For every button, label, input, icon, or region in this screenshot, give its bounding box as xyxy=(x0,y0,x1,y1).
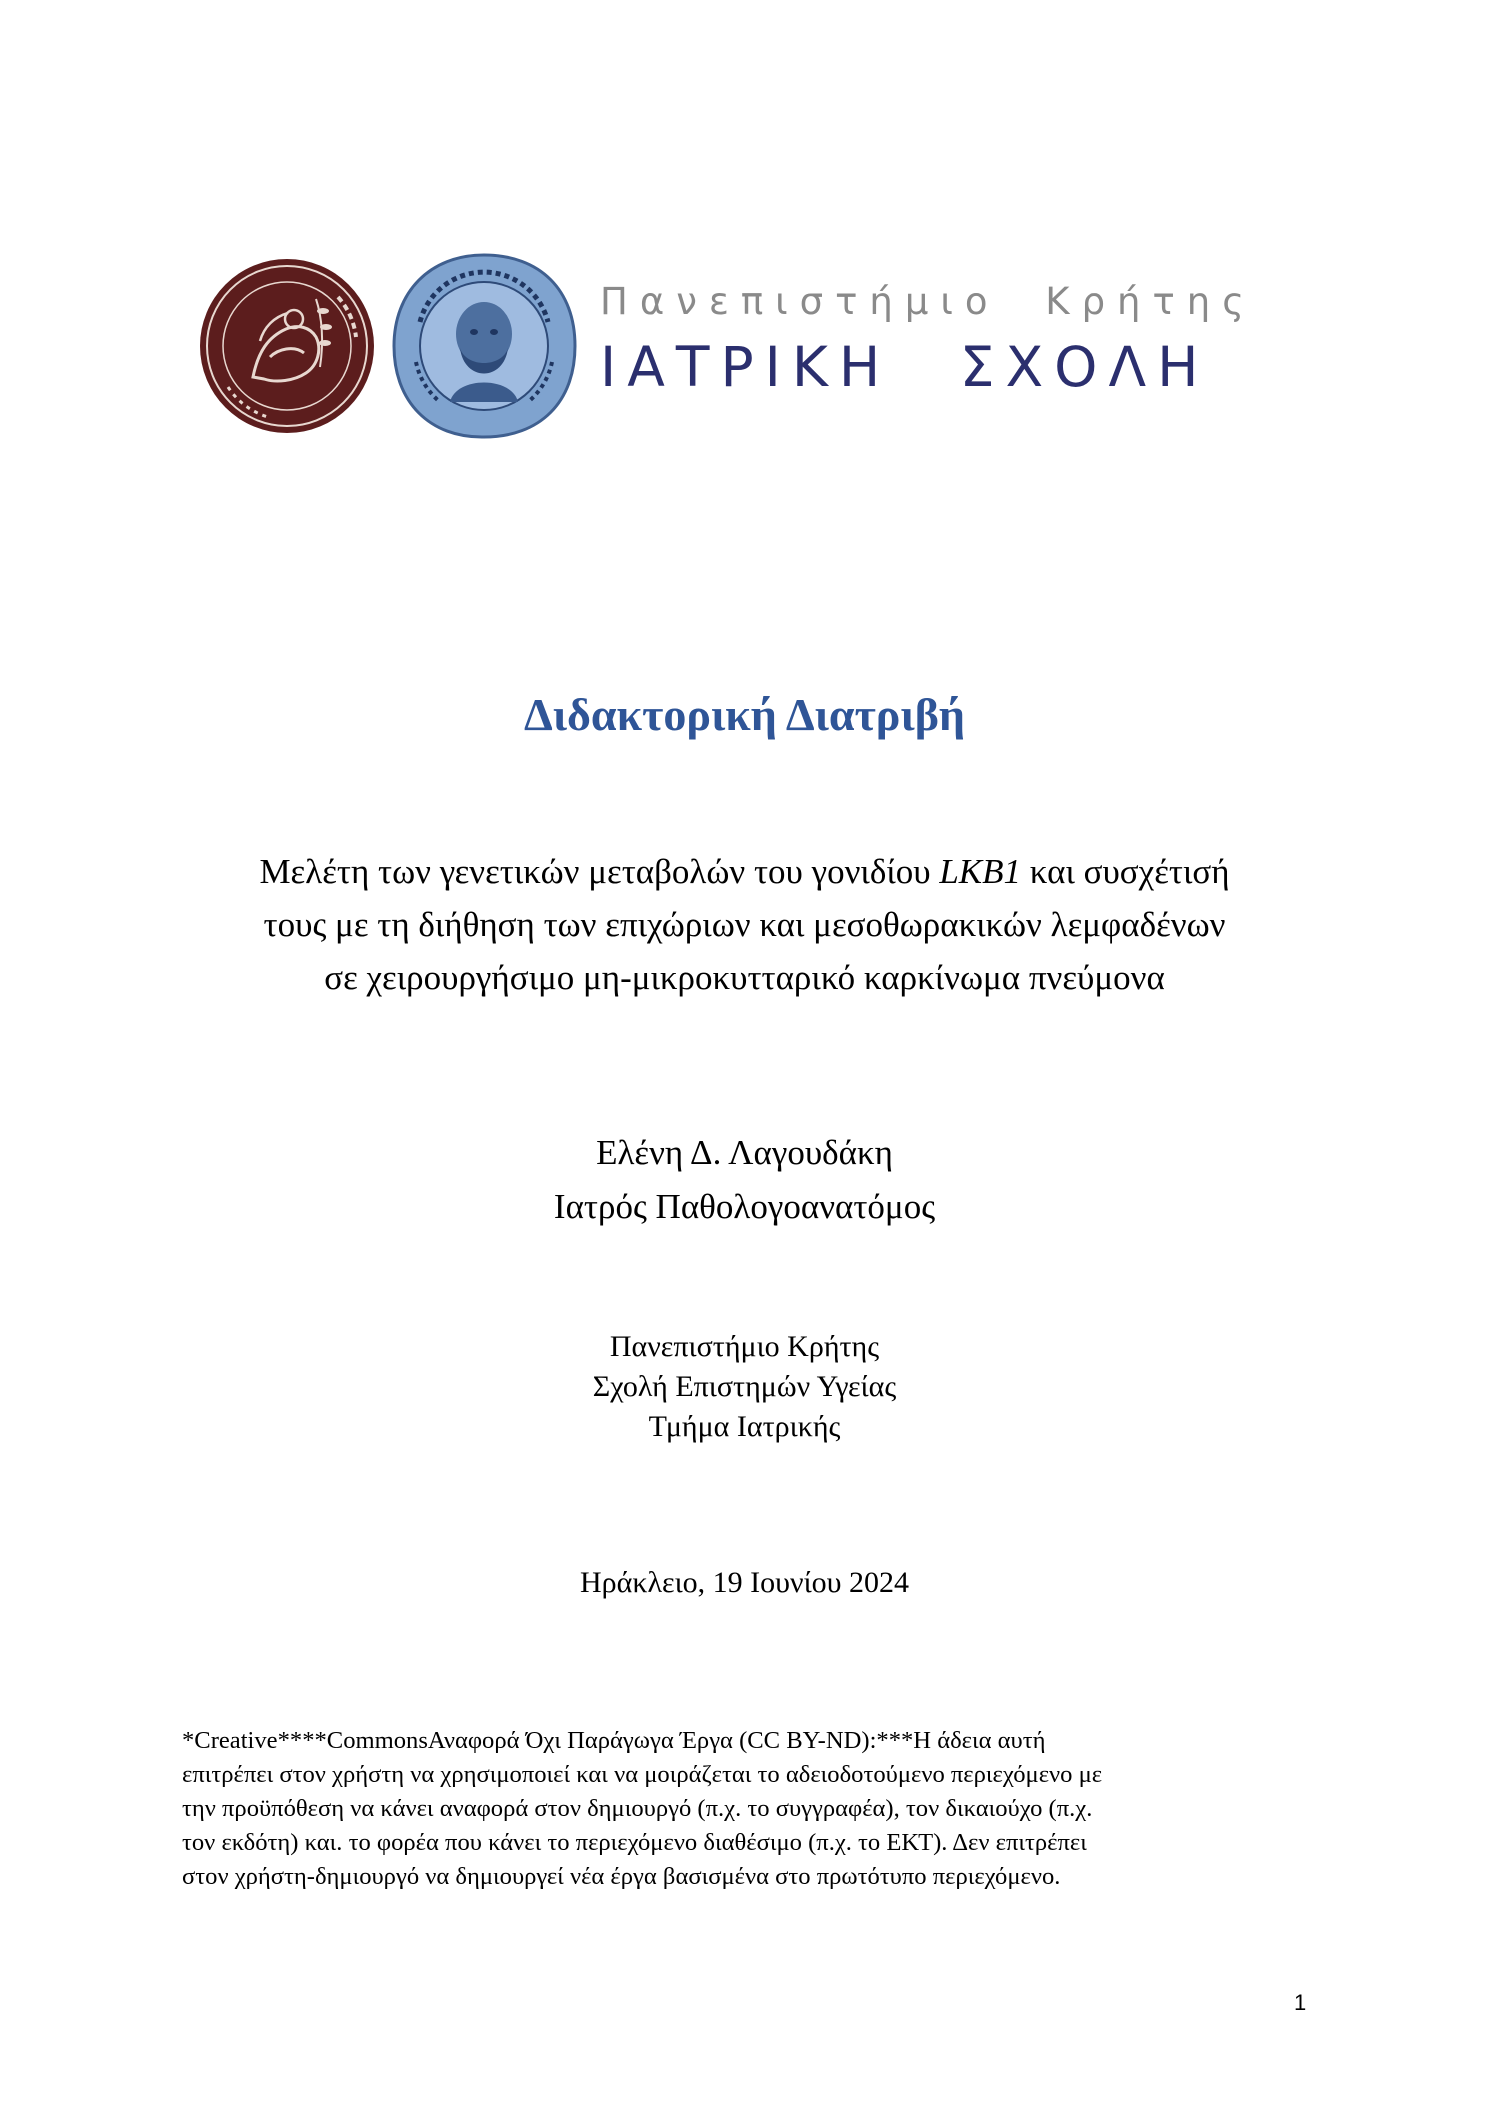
header-text xyxy=(600,280,1290,399)
page-number: 1 xyxy=(1294,1990,1307,2015)
thesis-title xyxy=(0,845,1489,1004)
thesis-title-line-2: τους με τη διήθηση των επιχώριων και μεσοθωρακικών λεμφαδένων xyxy=(263,905,1226,944)
place-date: Ηράκλειο, 19 Ιουνίου 2024 xyxy=(579,1566,910,1599)
thesis-title-line-3: σε χειρουργήσιμο μη-μικροκυτταρικό καρκίνωμα πνεύμονα xyxy=(324,958,1165,997)
header-logos xyxy=(198,252,1278,442)
thesis-title-line-1 xyxy=(0,845,1489,898)
affiliation-block xyxy=(0,1327,1489,1447)
gene-name: LKB1 xyxy=(939,852,1022,891)
title-text: και συσχέτισή xyxy=(1021,852,1230,891)
affiliation-school: Σχολή Επιστημών Υγείας xyxy=(592,1370,897,1403)
license-line: τον εκδότη) και. το φορέα που κάνει το περιεχόμενο διαθέσιμο (π.χ. το ΕΚΤ). Δεν επιτρέπει xyxy=(182,1829,1087,1856)
school-name: ΙΑΤΡΙΚΗ ΣΧΟΛΗ xyxy=(600,335,1210,399)
medical-school-seal-icon xyxy=(390,252,578,440)
author-name: Ελένη Δ. Λαγουδάκη xyxy=(596,1133,893,1172)
affiliation-university: Πανεπιστήμιο Κρήτης xyxy=(609,1330,880,1363)
license-line: στον χρήστη-δημιουργό να δημιουργεί νέα έργα βασισμένα στο πρωτότυπο περιεχόμενο. xyxy=(182,1863,1061,1890)
author-block xyxy=(0,1126,1489,1234)
university-of-crete-seal-icon xyxy=(198,257,376,435)
license-line: *Creative****CommonsΑναφορά Όχι Παράγωγα Έργα (CC BY-ND):***Η άδεια αυτή xyxy=(182,1727,1046,1754)
university-name: Πανεπιστήμιο Κρήτης xyxy=(600,280,1256,323)
license-line: επιτρέπει στον χρήστη να χρησιμοποιεί και να μοιράζεται το αδειοδοτούμενο περιεχόμενο με xyxy=(182,1761,1103,1788)
license-notice xyxy=(182,1724,1332,1894)
author-title: Ιατρός Παθολογοανατόμος xyxy=(553,1187,936,1226)
title-text: Μελέτη των γενετικών μεταβολών του γονιδίου xyxy=(259,852,940,891)
affiliation-department: Τμήμα Ιατρικής xyxy=(648,1410,841,1443)
document-type-heading: Διδακτορική Διατριβή xyxy=(523,689,966,740)
license-line: την προϋπόθεση να κάνει αναφορά στον δημιουργό (π.χ. το συγγραφέα), τον δικαιούχο (π.χ. xyxy=(182,1795,1093,1822)
